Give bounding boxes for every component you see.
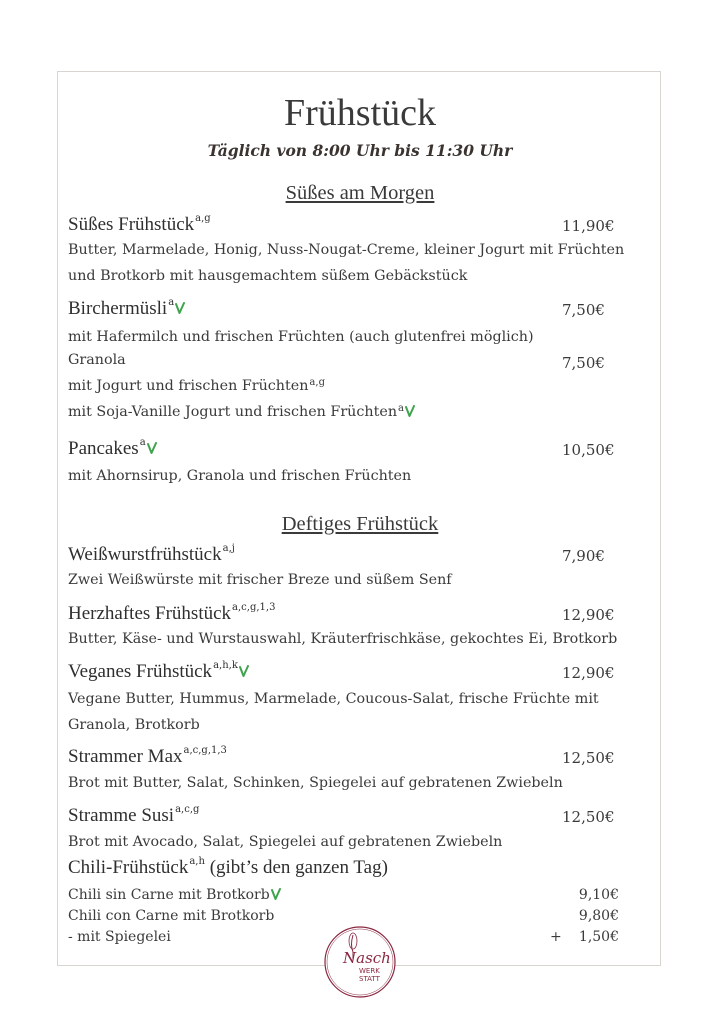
vegan-icon (147, 442, 157, 455)
item-price: 12,90€ (562, 606, 615, 624)
item-name: Stramme Susi$^{a,c,g}$ (68, 804, 200, 826)
allergen-codes: a,c,g,1,3 (183, 745, 227, 756)
item-description: Brot mit Avocado, Salat, Spiegelei auf gebratenen Zwiebeln (68, 834, 503, 850)
allergen-codes: a,j (222, 543, 235, 554)
item-description: Brot mit Butter, Salat, Schinken, Spiegelei auf gebratenen Zwiebeln (68, 775, 563, 791)
item-price: 7,50€ (562, 354, 605, 372)
item-description: und Brotkorb mit hausgemachtem süßem Gebäckstück (68, 268, 468, 284)
item-description: Zwei Weißwürste mit frischer Breze und süßem Senf (68, 572, 452, 588)
section-heading-hearty: Deftiges Frühstück (281, 513, 439, 535)
item-description: mit Hafermilch und frischen Früchten (auch glutenfrei möglich) (68, 329, 534, 345)
allergen-codes: a,h,k (213, 660, 238, 671)
vegan-icon (405, 405, 415, 418)
item-description: Granola, Brotkorb (68, 717, 200, 733)
allergen-codes: a,c,g (175, 804, 200, 815)
naschwerkstatt-logo (323, 925, 397, 999)
item-price: 1,50€ (578, 929, 619, 945)
item-price: 10,50€ (562, 441, 615, 459)
vegan-icon (239, 665, 249, 678)
item-price: 7,90€ (562, 547, 605, 565)
item-name: Pancakes$^a$ (68, 438, 157, 460)
item-price: 12,90€ (562, 664, 615, 682)
item-option: mit Jogurt und frischen Früchten$^{a,g}$ (68, 377, 325, 394)
item-note: (gibt’s den ganzen Tag) (209, 857, 388, 878)
item-name: Chili-Frühstück$^{a,h}$ (gibt’s den ganzen Tag) (68, 856, 388, 878)
item-description: mit Ahornsirup, Granola und frischen Früchten (68, 468, 412, 484)
section-heading-sweet: Süßes am Morgen (285, 182, 435, 204)
allergen-codes: a,h (189, 856, 205, 867)
item-price: 11,90€ (562, 217, 615, 235)
allergen-codes: a (168, 297, 175, 308)
allergen-codes: a,g (309, 377, 325, 388)
logo-text-1: Nasch (343, 949, 391, 967)
item-option: - mit Spiegelei (68, 929, 171, 945)
vegan-icon (175, 302, 185, 315)
item-name: Granola (68, 352, 126, 368)
item-name: Herzhaftes Frühstück$^{a,c,g,1,3}$ (68, 602, 276, 624)
allergen-codes: a (398, 403, 404, 414)
item-name: Süßes Frühstück$^{a,g}$ (68, 213, 211, 235)
item-name: Weißwurstfrühstück$^{a,j}$ (68, 543, 235, 565)
allergen-codes: a,g (195, 213, 211, 224)
item-name: Veganes Frühstück$^{a,h,k}$ (68, 661, 249, 683)
item-name: Birchermüsli$^a$ (68, 298, 185, 320)
item-option: Chili sin Carne mit Brotkorb (68, 887, 281, 903)
vegan-icon (271, 888, 281, 901)
item-option: mit Soja-Vanille Jogurt und frischen Früchten$^a$ (68, 404, 415, 420)
logo-text-2: WERK (359, 967, 380, 975)
item-price: 12,50€ (562, 749, 615, 767)
item-price: 12,50€ (562, 808, 615, 826)
item-option: Chili con Carne mit Brotkorb (68, 908, 275, 924)
page-title: Frühstück (284, 92, 436, 134)
item-description: Butter, Marmelade, Honig, Nuss-Nougat-Creme, kleiner Jogurt mit Früchten (68, 242, 625, 258)
item-price: 9,80€ (578, 908, 619, 924)
item-name: Strammer Max$^{a,c,g,1,3}$ (68, 745, 227, 767)
allergen-codes: a,c,g,1,3 (232, 602, 276, 613)
opening-hours: Täglich von 8:00 Uhr bis 11:30 Uhr (207, 141, 513, 160)
logo-text-3: STATT (359, 975, 380, 983)
item-description: Vegane Butter, Hummus, Marmelade, Coucous-Salat, frische Früchte mit (68, 691, 599, 707)
price-prefix: + (550, 929, 562, 945)
item-price: 7,50€ (562, 301, 605, 319)
item-price: 9,10€ (578, 887, 619, 903)
allergen-codes: a (139, 437, 146, 448)
item-description: Butter, Käse- und Wurstauswahl, Kräuterfrischkäse, gekochtes Ei, Brotkorb (68, 631, 618, 647)
